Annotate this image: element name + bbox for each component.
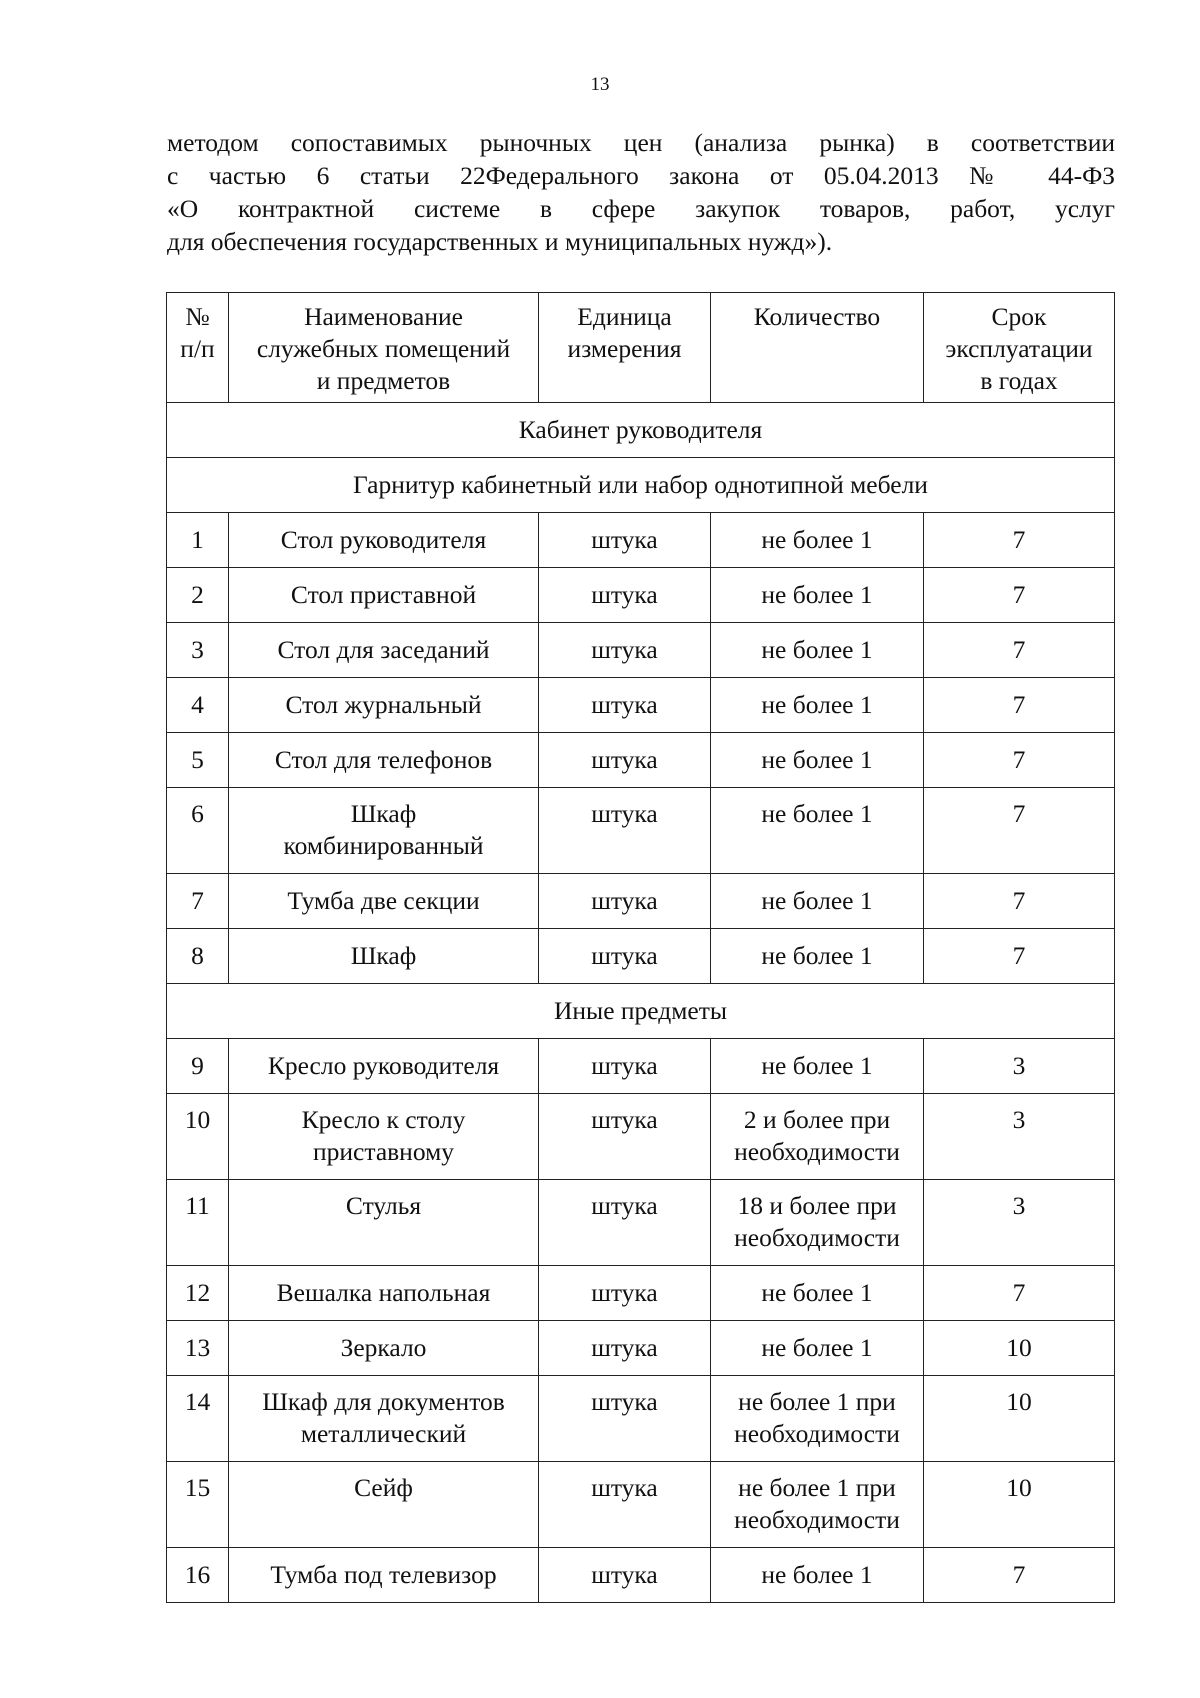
row-unit-line: штука bbox=[591, 1191, 658, 1220]
row-term bbox=[924, 1094, 1115, 1180]
row-qty-line: не более 1 bbox=[761, 941, 873, 970]
table-row bbox=[167, 568, 1115, 623]
row-qty-line: необходимости bbox=[734, 1223, 900, 1252]
row-unit-line: штука bbox=[591, 745, 658, 774]
row-name-line: Тумба под телевизор bbox=[270, 1560, 497, 1589]
row-unit-line: штука bbox=[591, 690, 658, 719]
row-term bbox=[924, 678, 1115, 733]
row-num bbox=[167, 1094, 229, 1180]
header-term-line: в годах bbox=[980, 366, 1058, 395]
header-unit bbox=[539, 293, 711, 403]
header-name-line: и предметов bbox=[316, 366, 451, 395]
row-name bbox=[229, 623, 539, 678]
row-num-line: 13 bbox=[184, 1333, 211, 1362]
row-term bbox=[924, 568, 1115, 623]
row-term bbox=[924, 929, 1115, 984]
row-name bbox=[229, 1094, 539, 1180]
row-name bbox=[229, 1462, 539, 1548]
row-term bbox=[924, 733, 1115, 788]
row-term bbox=[924, 623, 1115, 678]
row-qty bbox=[711, 929, 924, 984]
row-qty bbox=[711, 733, 924, 788]
intro-line: для обеспечения государственных и муниципальных нужд»). bbox=[167, 227, 833, 256]
intro-line: с частью 6 статьи 22Федерального закона от 05.04.2013 № 44-ФЗ bbox=[167, 161, 1115, 190]
row-name bbox=[229, 874, 539, 929]
row-name-line: Сейф bbox=[354, 1473, 413, 1502]
row-qty bbox=[711, 623, 924, 678]
row-num bbox=[167, 623, 229, 678]
table-row bbox=[167, 1039, 1115, 1094]
row-name-line: Стол руководителя bbox=[280, 525, 487, 554]
row-num bbox=[167, 788, 229, 874]
row-term bbox=[924, 1376, 1115, 1462]
row-qty bbox=[711, 1376, 924, 1462]
row-term bbox=[924, 1180, 1115, 1266]
section-title: Кабинет руководителя bbox=[167, 403, 1115, 458]
row-num-line: 1 bbox=[191, 525, 204, 554]
row-unit bbox=[539, 1462, 711, 1548]
row-term-line: 7 bbox=[1012, 525, 1026, 554]
row-unit bbox=[539, 513, 711, 568]
row-name bbox=[229, 733, 539, 788]
row-name-line: Стол для телефонов bbox=[274, 745, 493, 774]
row-num bbox=[167, 1321, 229, 1376]
row-term bbox=[924, 1266, 1115, 1321]
row-name-line: Стол приставной bbox=[290, 580, 477, 609]
row-num bbox=[167, 1039, 229, 1094]
row-term-line: 7 bbox=[1012, 1560, 1026, 1589]
row-num bbox=[167, 678, 229, 733]
row-term bbox=[924, 874, 1115, 929]
row-term bbox=[924, 788, 1115, 874]
table-row bbox=[167, 1180, 1115, 1266]
row-term-line: 3 bbox=[1012, 1105, 1026, 1134]
row-qty bbox=[711, 1321, 924, 1376]
table-row bbox=[167, 874, 1115, 929]
row-name bbox=[229, 1180, 539, 1266]
row-num bbox=[167, 733, 229, 788]
row-term-line: 7 bbox=[1012, 635, 1026, 664]
row-unit-line: штука bbox=[591, 1051, 658, 1080]
header-num-line: № bbox=[185, 302, 210, 331]
row-term bbox=[924, 1321, 1115, 1376]
table-row bbox=[167, 929, 1115, 984]
row-unit bbox=[539, 623, 711, 678]
row-name bbox=[229, 513, 539, 568]
row-qty-line: не более 1 bbox=[761, 886, 873, 915]
table-row bbox=[167, 1462, 1115, 1548]
row-unit-line: штука bbox=[591, 941, 658, 970]
row-unit bbox=[539, 1376, 711, 1462]
row-num bbox=[167, 1266, 229, 1321]
row-unit bbox=[539, 929, 711, 984]
row-num bbox=[167, 1180, 229, 1266]
row-term-line: 7 bbox=[1012, 580, 1026, 609]
row-num-line: 4 bbox=[191, 690, 204, 719]
row-name bbox=[229, 788, 539, 874]
row-qty bbox=[711, 1266, 924, 1321]
row-name-line: Кресло к столу bbox=[301, 1105, 466, 1134]
row-unit bbox=[539, 1094, 711, 1180]
row-qty bbox=[711, 678, 924, 733]
row-name-line: приставному bbox=[313, 1137, 454, 1166]
header-term bbox=[924, 293, 1115, 403]
header-unit-line: Единица bbox=[577, 302, 672, 331]
row-qty bbox=[711, 788, 924, 874]
row-name bbox=[229, 929, 539, 984]
row-unit-line: штука bbox=[591, 799, 658, 828]
table-row bbox=[167, 1094, 1115, 1180]
row-qty-line: не более 1 при bbox=[738, 1387, 896, 1416]
row-qty bbox=[711, 1094, 924, 1180]
row-num-line: 10 bbox=[184, 1105, 211, 1134]
row-term bbox=[924, 1548, 1115, 1603]
row-term-line: 7 bbox=[1012, 941, 1026, 970]
table-row bbox=[167, 513, 1115, 568]
row-num-line: 15 bbox=[184, 1473, 211, 1502]
row-unit bbox=[539, 874, 711, 929]
row-qty-line: необходимости bbox=[734, 1137, 900, 1166]
row-name bbox=[229, 1266, 539, 1321]
row-name bbox=[229, 678, 539, 733]
row-name bbox=[229, 1039, 539, 1094]
row-unit bbox=[539, 1266, 711, 1321]
row-unit bbox=[539, 788, 711, 874]
row-term-line: 7 bbox=[1012, 886, 1026, 915]
row-term bbox=[924, 1462, 1115, 1548]
row-name-line: Тумба две секции bbox=[287, 886, 480, 915]
row-name-line: комбинированный bbox=[283, 831, 484, 860]
row-name-line: Зеркало bbox=[340, 1333, 427, 1362]
row-qty-line: не более 1 bbox=[761, 745, 873, 774]
row-term-line: 7 bbox=[1012, 690, 1026, 719]
row-num bbox=[167, 1462, 229, 1548]
table-header-row bbox=[167, 293, 1115, 403]
row-num-line: 7 bbox=[191, 886, 204, 915]
row-qty-line: 2 и более при bbox=[743, 1105, 891, 1134]
row-unit bbox=[539, 568, 711, 623]
row-qty bbox=[711, 513, 924, 568]
header-qty-line: Количество bbox=[753, 302, 881, 331]
row-unit-line: штука bbox=[591, 1473, 658, 1502]
row-num-line: 5 bbox=[191, 745, 204, 774]
row-qty bbox=[711, 874, 924, 929]
row-term-line: 3 bbox=[1012, 1191, 1026, 1220]
row-qty bbox=[711, 1039, 924, 1094]
page-number: 13 bbox=[590, 74, 610, 95]
row-unit bbox=[539, 733, 711, 788]
row-qty-line: не более 1 bbox=[761, 580, 873, 609]
row-name-line: Стол для заседаний bbox=[277, 635, 490, 664]
header-term-line: эксплуатации bbox=[945, 334, 1093, 363]
row-num-line: 14 bbox=[184, 1387, 211, 1416]
table-row bbox=[167, 1548, 1115, 1603]
table-row bbox=[167, 733, 1115, 788]
row-qty bbox=[711, 1548, 924, 1603]
row-term-line: 3 bbox=[1012, 1051, 1026, 1080]
row-num-line: 2 bbox=[191, 580, 204, 609]
row-name-line: Шкаф bbox=[350, 799, 417, 828]
row-num bbox=[167, 1548, 229, 1603]
row-term-line: 7 bbox=[1012, 1278, 1026, 1307]
furniture-table bbox=[166, 292, 1115, 1603]
row-qty-line: 18 и более при bbox=[737, 1191, 897, 1220]
row-name-line: Шкаф для документов bbox=[262, 1387, 505, 1416]
row-unit-line: штука bbox=[591, 1278, 658, 1307]
row-unit bbox=[539, 678, 711, 733]
row-name-line: Вешалка напольная bbox=[276, 1278, 491, 1307]
row-name bbox=[229, 1376, 539, 1462]
row-qty-line: не более 1 bbox=[761, 1051, 873, 1080]
header-term-line: Срок bbox=[991, 302, 1047, 331]
intro-line: методом сопоставимых рыночных цен (анализа рынка) в соответствии bbox=[167, 128, 1115, 157]
row-unit-line: штука bbox=[591, 886, 658, 915]
row-qty bbox=[711, 1180, 924, 1266]
table-row bbox=[167, 678, 1115, 733]
row-unit bbox=[539, 1039, 711, 1094]
row-qty-line: не более 1 bbox=[761, 1333, 873, 1362]
row-unit-line: штука bbox=[591, 1387, 658, 1416]
table-row bbox=[167, 788, 1115, 874]
row-qty-line: не более 1 при bbox=[738, 1473, 896, 1502]
header-name-line: служебных помещений bbox=[256, 334, 511, 363]
section-title: Гарнитур кабинетный или набор однотипной мебели bbox=[167, 458, 1115, 513]
section-row-office bbox=[167, 403, 1115, 458]
header-num bbox=[167, 293, 229, 403]
row-unit bbox=[539, 1548, 711, 1603]
row-num-line: 16 bbox=[184, 1560, 211, 1589]
row-num-line: 11 bbox=[185, 1191, 210, 1220]
row-qty bbox=[711, 1462, 924, 1548]
row-num bbox=[167, 929, 229, 984]
row-term-line: 10 bbox=[1006, 1387, 1032, 1416]
row-num-line: 8 bbox=[191, 941, 204, 970]
row-qty-line: не более 1 bbox=[761, 799, 873, 828]
row-name-line: Стулья bbox=[345, 1191, 422, 1220]
row-unit-line: штука bbox=[591, 525, 658, 554]
row-unit-line: штука bbox=[591, 635, 658, 664]
row-name bbox=[229, 568, 539, 623]
header-name bbox=[229, 293, 539, 403]
row-name-line: Кресло руководителя bbox=[267, 1051, 500, 1080]
row-term-line: 10 bbox=[1006, 1333, 1032, 1362]
header-qty bbox=[711, 293, 924, 403]
header-name-line: Наименование bbox=[304, 302, 463, 331]
row-unit bbox=[539, 1321, 711, 1376]
row-name-line: Стол журнальный bbox=[285, 690, 482, 719]
row-name bbox=[229, 1548, 539, 1603]
row-num-line: 3 bbox=[191, 635, 204, 664]
row-name-line: Шкаф bbox=[350, 941, 417, 970]
section-row-other bbox=[167, 984, 1115, 1039]
row-term bbox=[924, 513, 1115, 568]
row-num bbox=[167, 874, 229, 929]
row-num bbox=[167, 568, 229, 623]
row-qty-line: не более 1 bbox=[761, 1560, 873, 1589]
row-term bbox=[924, 1039, 1115, 1094]
row-qty-line: необходимости bbox=[734, 1419, 900, 1448]
row-qty-line: не более 1 bbox=[761, 1278, 873, 1307]
section-title: Иные предметы bbox=[167, 984, 1115, 1039]
row-qty-line: не более 1 bbox=[761, 690, 873, 719]
section-row-furniture bbox=[167, 458, 1115, 513]
table-row bbox=[167, 1266, 1115, 1321]
row-qty bbox=[711, 568, 924, 623]
row-term-line: 7 bbox=[1012, 745, 1026, 774]
row-unit-line: штука bbox=[591, 1333, 658, 1362]
row-qty-line: необходимости bbox=[734, 1505, 900, 1534]
row-qty-line: не более 1 bbox=[761, 635, 873, 664]
row-num-line: 6 bbox=[191, 799, 204, 828]
row-unit-line: штука bbox=[591, 1560, 658, 1589]
row-qty-line: не более 1 bbox=[761, 525, 873, 554]
row-num-line: 12 bbox=[184, 1278, 211, 1307]
row-term-line: 7 bbox=[1012, 799, 1026, 828]
row-name bbox=[229, 1321, 539, 1376]
intro-paragraph bbox=[167, 126, 1115, 258]
table-body bbox=[167, 403, 1115, 1603]
row-name-line: металлический bbox=[300, 1419, 467, 1448]
table-row bbox=[167, 1376, 1115, 1462]
row-num bbox=[167, 513, 229, 568]
row-unit-line: штука bbox=[591, 580, 658, 609]
header-unit-line: измерения bbox=[567, 334, 682, 363]
row-num bbox=[167, 1376, 229, 1462]
table-row bbox=[167, 623, 1115, 678]
row-num-line: 9 bbox=[191, 1051, 204, 1080]
table-row bbox=[167, 1321, 1115, 1376]
intro-line: «О контрактной системе в сфере закупок товаров, работ, услуг bbox=[167, 194, 1115, 223]
header-num-line: п/п bbox=[180, 334, 215, 363]
row-unit bbox=[539, 1180, 711, 1266]
row-term-line: 10 bbox=[1006, 1473, 1032, 1502]
row-unit-line: штука bbox=[591, 1105, 658, 1134]
